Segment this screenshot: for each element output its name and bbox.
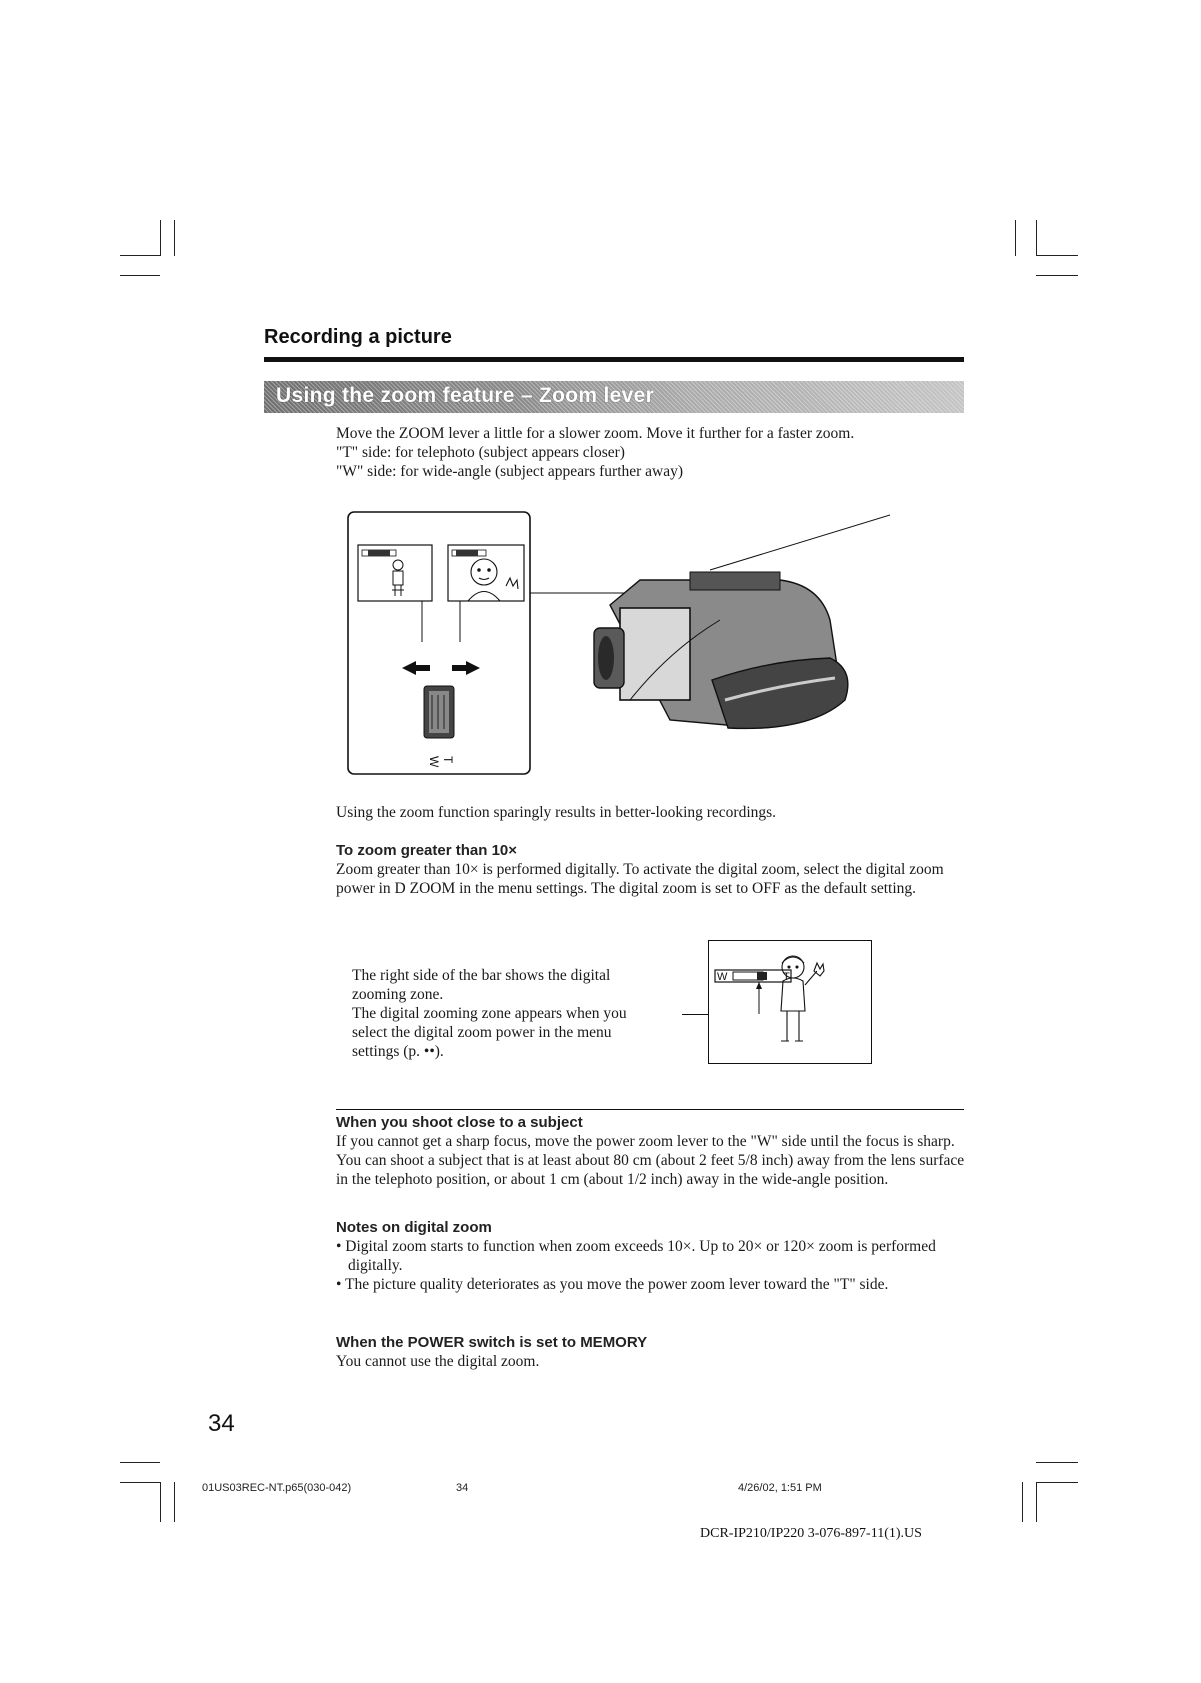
section-title: Recording a picture: [264, 326, 452, 348]
intro-line-1: Move the ZOOM lever a little for a slower zoom. Move it further for a faster zoom.: [336, 425, 855, 442]
bar-label-w: W: [717, 971, 728, 983]
crop-mark: [120, 275, 160, 276]
footer-file: 01US03REC-NT.p65(030-042): [202, 1482, 352, 1494]
footer-page: 34: [456, 1482, 469, 1494]
callout-line-5: settings (p. ••).: [352, 1043, 444, 1060]
crop-mark: [160, 1482, 161, 1522]
notes-heading: Notes on digital zoom: [336, 1219, 492, 1236]
zoom-lever-illustration: [340, 510, 900, 780]
power-memory-text: You cannot use the digital zoom.: [336, 1353, 540, 1370]
zoom10x-text: Zoom greater than 10× is performed digitally. To activate the digital zoom, select the digital zoom power in D ZOOM in the menu settings. The digital zoom is set to OFF as the default setting.: [336, 861, 944, 897]
header-rule: [264, 357, 964, 362]
zoom-lever-icon: [424, 686, 454, 738]
section-divider: [336, 1109, 964, 1110]
lever-label-w: W: [427, 756, 441, 768]
notes-list: [336, 1237, 948, 1294]
digital-zoom-figure: [708, 940, 872, 1064]
crop-mark: [174, 220, 175, 256]
footer-date: 4/26/02, 1:51 PM: [738, 1482, 822, 1494]
zoom10x-heading: To zoom greater than 10×: [336, 842, 518, 859]
callout-line-4: select the digital zoom power in the menu: [352, 1024, 612, 1041]
close-subject-text: If you cannot get a sharp focus, move the power zoom lever to the "W" side until the focus is sharp. You can shoot a subject that is at least about 80 cm (about 2 feet 5/8 inch) away from the lens surface in the telephoto position, or about 1 cm (about 1/2 inch) away in the wide-angle position.: [336, 1133, 965, 1188]
zoom-lever-figure: [340, 510, 900, 780]
notes-bullet-1: • Digital zoom starts to function when zoom exceeds 10×. Up to 20× or 120× zoom is performed digitally.: [336, 1238, 936, 1274]
tip-text: Using the zoom function sparingly results in better-looking recordings.: [336, 804, 777, 821]
close-subject-heading: When you shoot close to a subject: [336, 1114, 583, 1131]
crop-mark: [1036, 220, 1037, 256]
intro-line-2: "T" side: for telephoto (subject appears closer): [336, 444, 625, 461]
crop-mark: [174, 1482, 175, 1522]
person-waving-icon: [781, 956, 824, 1041]
notes-bullet-2: • The picture quality deteriorates as you move the power zoom lever toward the "T" side.: [336, 1276, 889, 1293]
page-number: 34: [208, 1410, 235, 1437]
callout-line-3: The digital zooming zone appears when you: [352, 1005, 627, 1022]
intro-text: [336, 424, 956, 481]
lever-label-t: T: [441, 756, 455, 764]
crop-mark: [1022, 1482, 1023, 1522]
crop-mark: [120, 1482, 160, 1483]
crop-mark: [1036, 1462, 1078, 1463]
crop-mark: [1036, 1482, 1037, 1522]
crop-mark: [1036, 1482, 1078, 1483]
camcorder-icon: [594, 515, 890, 728]
callout-text: [352, 966, 682, 1061]
crop-mark: [160, 220, 161, 256]
intro-line-3: "W" side: for wide-angle (subject appears further away): [336, 463, 684, 480]
bar-label-t: T: [783, 971, 790, 983]
power-memory-heading: When the POWER switch is set to MEMORY: [336, 1334, 648, 1351]
footer-model: DCR-IP210/IP220 3-076-897-11(1).US: [700, 1526, 922, 1541]
crop-mark: [120, 1462, 160, 1463]
crop-mark: [1036, 275, 1078, 276]
band-title: Using the zoom feature – Zoom lever: [276, 384, 655, 407]
crop-mark: [120, 255, 160, 256]
crop-mark: [1015, 220, 1016, 256]
callout-line-2: zooming zone.: [352, 986, 444, 1003]
callout-line-1: The right side of the bar shows the digital: [352, 967, 611, 984]
title-band: [264, 381, 964, 413]
digital-zoom-illustration: [709, 941, 871, 1063]
crop-mark: [1036, 255, 1078, 256]
